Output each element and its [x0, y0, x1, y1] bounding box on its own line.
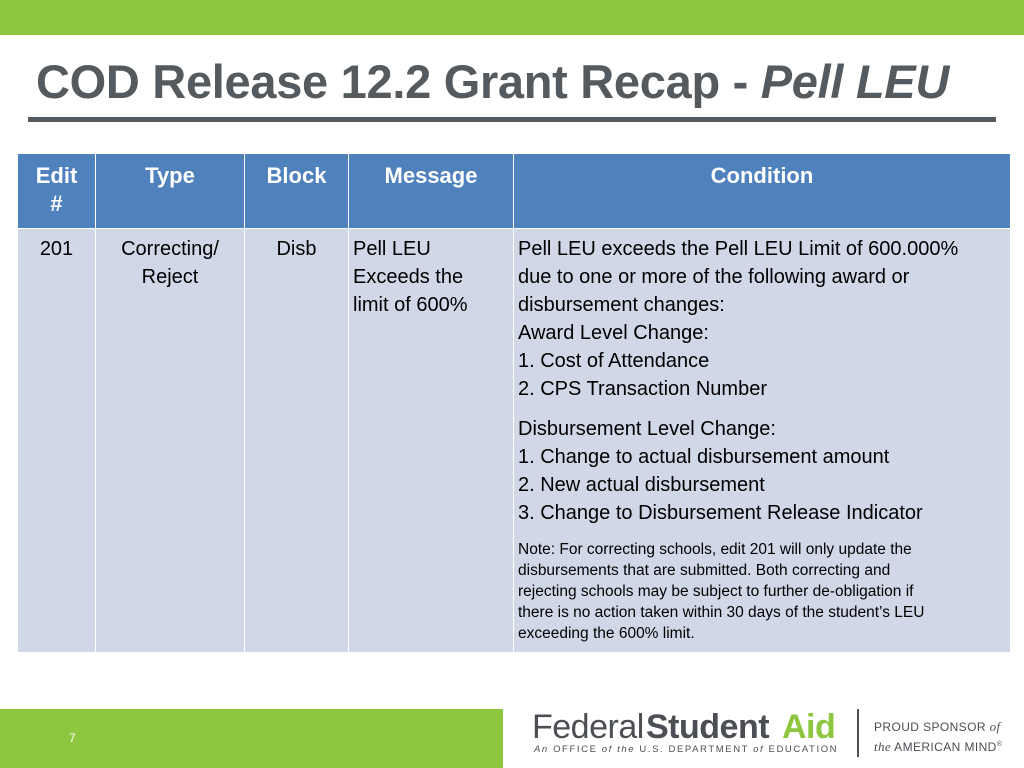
condition-line: 3. Change to Disbursement Release Indicator — [518, 502, 923, 524]
cell-edit-number: 201 — [18, 229, 96, 653]
cell-message-line2: Exceeds the — [353, 266, 464, 288]
cell-type-line2: Reject — [141, 266, 199, 288]
cell-block: Disb — [245, 229, 349, 653]
table-header-row — [18, 154, 1011, 229]
header-type: Type — [96, 154, 245, 229]
header-block: Block — [245, 154, 349, 229]
sponsor-line1: PROUD SPONSOR — [874, 720, 990, 734]
logo-sponsor-text — [874, 718, 1002, 756]
federal-student-aid-logo — [532, 707, 1002, 759]
footer-green-bar — [0, 709, 503, 768]
tagline-office: OFFICE — [548, 744, 602, 755]
cell-type-line1: Correcting/ — [121, 238, 219, 260]
cell-message — [349, 229, 514, 653]
condition-line: 2. CPS Transaction Number — [518, 378, 767, 400]
note-line: there is no action taken within 30 days of the student’s LEU — [518, 604, 925, 621]
registered-mark: ® — [996, 741, 1003, 748]
condition-award-level — [518, 235, 1006, 403]
slide-title-main: COD Release 12.2 Grant Recap - — [36, 55, 761, 108]
header-edit-line2: # — [50, 191, 63, 216]
header-condition: Condition — [514, 154, 1011, 229]
sponsor-of: of — [989, 719, 1001, 734]
header-message: Message — [349, 154, 514, 229]
slide-title-emphasis: Pell LEU — [760, 55, 949, 108]
cell-type — [96, 229, 245, 653]
note-line: disbursements that are submitted. Both correcting and — [518, 562, 891, 579]
tagline-education: EDUCATION — [764, 744, 839, 755]
cell-message-line3: limit of 600% — [353, 294, 468, 316]
sponsor-the: the — [874, 739, 892, 754]
note-line: rejecting schools may be subject to further de-obligation if — [518, 583, 914, 600]
condition-line: 1. Change to actual disbursement amount — [518, 446, 890, 468]
logo-word-aid: Aid — [782, 708, 836, 746]
cell-condition — [514, 229, 1011, 653]
logo-word-federal: Federal — [532, 708, 644, 746]
condition-note — [518, 539, 1006, 644]
cell-message-line1: Pell LEU — [353, 238, 431, 260]
header-edit-number — [18, 154, 96, 229]
logo-department-tagline — [534, 744, 838, 755]
note-line: exceeding the 600% limit. — [518, 625, 695, 642]
condition-line: Award Level Change: — [518, 322, 709, 344]
tagline-of-2: of — [753, 744, 765, 755]
logo-word-student: Student — [646, 708, 770, 746]
edit-table — [17, 153, 1011, 653]
top-accent-bar — [0, 0, 1024, 35]
condition-line: Pell LEU exceeds the Pell LEU Limit of 600.000% — [518, 238, 959, 260]
header-edit-line1: Edit — [35, 163, 78, 188]
condition-line: 2. New actual disbursement — [518, 474, 765, 496]
sponsor-line2: AMERICAN MIND — [891, 740, 997, 754]
condition-disbursement-level — [518, 415, 1006, 527]
tagline-an: An — [534, 744, 549, 755]
condition-line: disbursement changes: — [518, 294, 725, 316]
condition-line: Disbursement Level Change: — [518, 418, 776, 440]
condition-line: due to one or more of the following award or — [518, 266, 910, 288]
tagline-of: of — [601, 744, 613, 755]
title-underline-rule — [28, 117, 996, 122]
slide-title — [36, 54, 949, 109]
slide-number: 7 — [69, 731, 76, 745]
table-row — [18, 229, 1011, 653]
tagline-department: U.S. DEPARTMENT — [639, 744, 754, 755]
condition-line: 1. Cost of Attendance — [518, 350, 710, 372]
tagline-the: the — [612, 744, 640, 755]
note-line: Note: For correcting schools, edit 201 will only update the — [518, 541, 912, 558]
logo-divider — [857, 709, 859, 757]
